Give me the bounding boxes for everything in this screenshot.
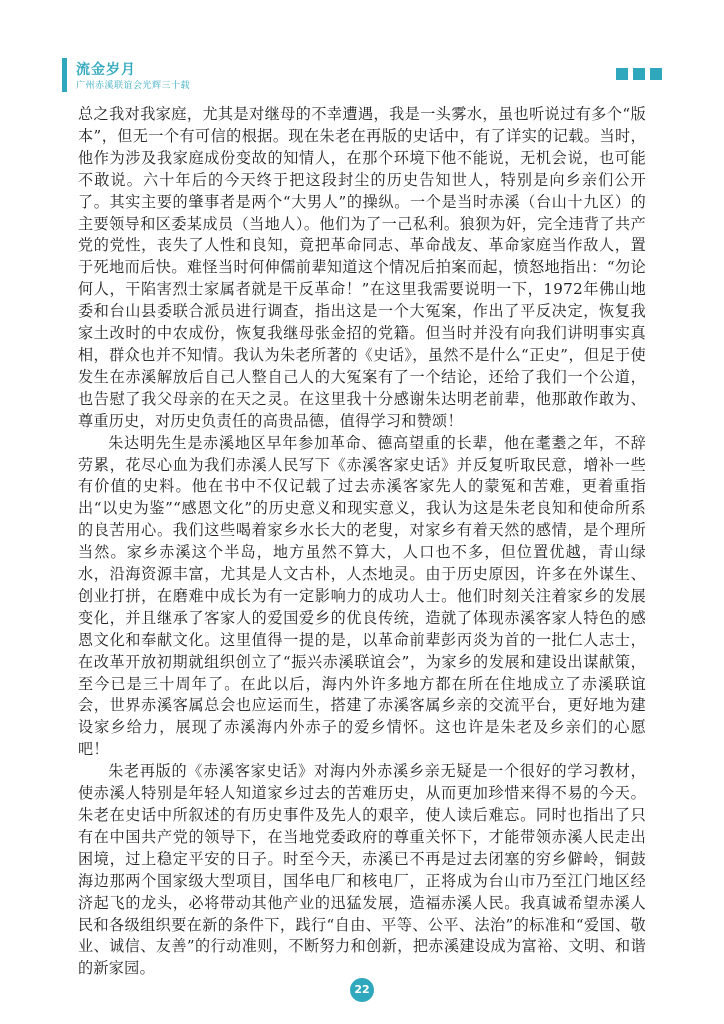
decoration-square [650,68,662,80]
decoration-square [633,68,645,80]
page-header [62,58,662,96]
paragraph: 朱老再版的《赤溪客家史话》对海内外赤溪乡亲无疑是一个很好的学习教材，使赤溪人特别是年轻人知道家乡过去的苦难历史，从而更加珍惜来得不易的今天。朱老在史话中所叙述的有历史事件及先人的艰辛，使人读后难忘。同时也指出了只有在中国共产党的领导下，在当地党委政府的尊重关怀下，才能带领赤溪人民走出困境，过上稳定平安的日子。时至今天，赤溪已不再是过去闭塞的穷乡僻岭，铜鼓海边那两个国家级大型项目，国华电厂和核电厂，正将成为台山市乃至江门地区经济起飞的龙头，必将带动其他产业的迅猛发展，造福赤溪人民。我真诚希望赤溪人民和各级组织要在新的条件下，践行“自由、平等、公平、法治”的标准和“爱国、敬业、诚信、友善”的行动准则，不断努力和创新，把赤溪建设成为富裕、文明、和谐的新家园。 [78,762,646,978]
paragraph: 总之我对我家庭，尤其是对继母的不幸遭遇，我是一头雾水，虽也听说过有多个“版本”，但无一个有可信的根据。现在朱老在再版的史话中，有了详实的记载。当时，他作为涉及我家庭成份变故的知情人，在那个环境下他不能说，无机会说，也可能不敢说。六十年后的今天终于把这段封尘的历史告知世人，特别是向乡亲们公开了。其实主要的肇事者是两个“大男人”的操纵。一个是当时赤溪（台山十九区）的主要领导和区委某成员（当地人）。他们为了一己私利。狼狈为奸，完全违背了共产党的党性，丧失了人性和良知，竟把革命同志、革命战友、革命家庭当作敌人，置于死地而后快。难怪当时何伸儒前辈知道这个情况后拍案而起，愤怒地指出：“勿论何人，干陷害烈士家属者就是干反革命！”在这里我需要说明一下，1972年佛山地委和台山县委联合派员进行调查，指出这是一个大冤案，作出了平反决定，恢复我家土改时的中农成份，恢复我继母张金招的党籍。但当时并没有向我们讲明事实真相，群众也并不知情。我认为朱老所著的《史话》，虽然不是什么“正史”，但足于使发生在赤溪解放后自己人整自己人的大冤案有了一个结论，还给了我们一个公道，也告慰了我父母亲的在天之灵。在这里我十分感谢朱达明老前辈，他那敢作敢为、尊重历史，对历史负责任的高贵品德，值得学习和赞颂！ [78,105,646,430]
header-accent-bar [62,58,67,92]
header-decoration-squares [616,68,662,80]
paragraph: 朱达明先生是赤溪地区早年参加革命、德高望重的长辈，他在耄耋之年，不辞劳累，花尽心血为我们赤溪人民写下《赤溪客家史话》并反复听取民意，增补一些有价值的史料。他在书中不仅记载了过去赤溪客家先人的蒙冤和苦难，更着重指出“以史为鉴”“感恩文化”的历史意义和现实意义，我认为这是朱老良知和使命所系的良苦用心。我们这些喝着家乡水长大的老叟，对家乡有着天然的感情，是个理所当然。家乡赤溪这个半岛，地方虽然不算大，人口也不多，但位置优越，青山绿水，沿海资源丰富，尤其是人文古朴，人杰地灵。由于历史原因，许多在外谋生、创业打拼，在磨难中成长为有一定影响力的成功人士。他们时刻关注着家乡的发展变化，并且继承了客家人的爱国爱乡的优良传统，造就了体现赤溪客家人特色的感恩文化和奉献文化。这里值得一提的是，以革命前辈彭丙炎为首的一批仁人志士，在改革开放初期就组织创立了“振兴赤溪联谊会”，为家乡的发展和建设出谋献策，至今已是三十周年了。在此以后，海内外许多地方都在所在住地成立了赤溪联谊会，世界赤溪客属总会也应运而生，搭建了赤溪客属乡亲的交流平台，更好地为建设家乡给力，展现了赤溪海内外赤子的爱乡情怀。这也许是朱老及乡亲们的心愿吧！ [78,433,646,759]
article-body [78,104,646,980]
decoration-square [616,68,628,80]
header-title: 流金岁月 [76,62,136,78]
header-subtitle: 广州赤溪联谊会光辉三十载 [76,81,191,91]
page-number: 22 [350,978,374,1002]
